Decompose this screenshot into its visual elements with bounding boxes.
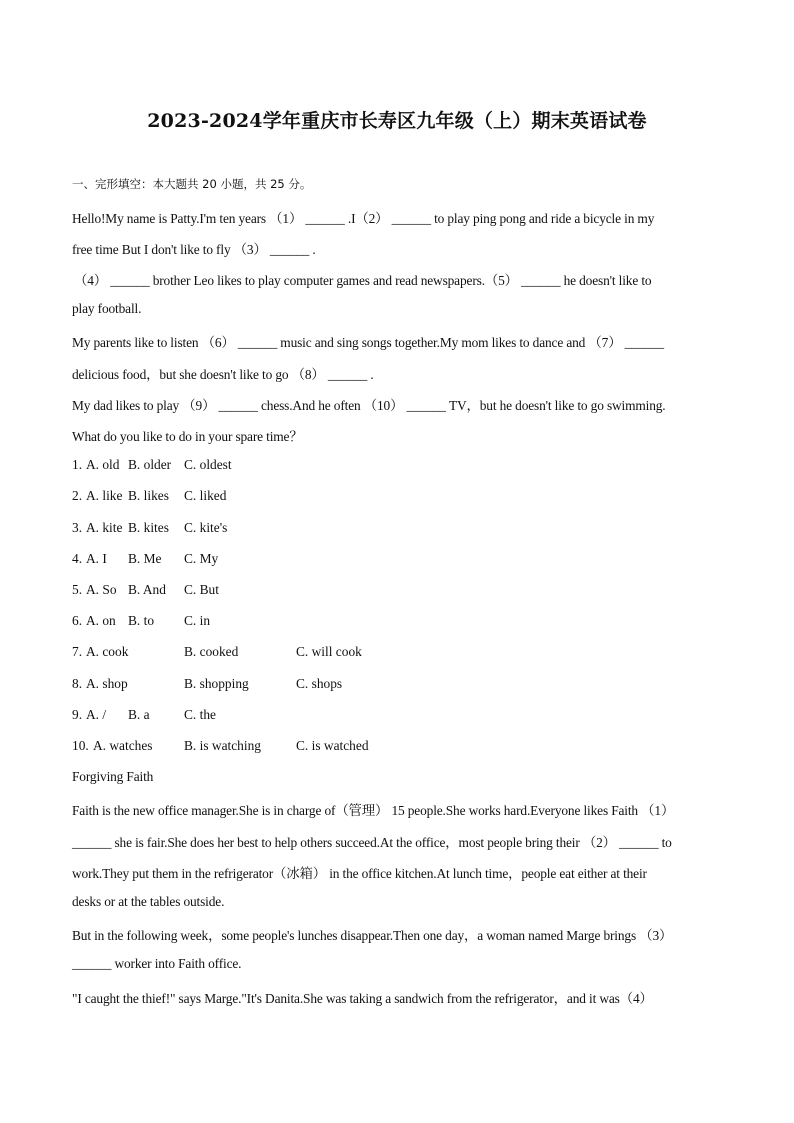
- passage-line: play football.: [72, 301, 142, 316]
- option-b: B. cooked: [184, 644, 239, 659]
- passage-line: But in the following week，some people's lunches disappear.Then one day，a woman named Marge brings （3）: [72, 928, 673, 943]
- option-c: C. is watched: [296, 738, 369, 753]
- passage-line: desks or at the tables outside.: [72, 894, 225, 909]
- option-a: A. cook: [86, 644, 129, 659]
- passage-title: Forgiving Faith: [72, 769, 154, 784]
- option-b: B. And: [128, 582, 166, 597]
- option-c: C. My: [184, 551, 219, 566]
- option-number: 9.: [72, 707, 83, 722]
- passage-line: Faith is the new office manager.She is in charge of（管理） 15 people.She works hard.Everyone likes Faith （1）: [72, 803, 675, 818]
- option-number: 8.: [72, 676, 83, 691]
- option-b: B. shopping: [184, 676, 249, 691]
- option-b: B. to: [128, 613, 155, 628]
- passage-line: My dad likes to play （9） ______ chess.And he often （10） ______ TV，but he doesn't like to go swimming.: [72, 398, 666, 413]
- option-b: B. is watching: [184, 738, 261, 753]
- option-b: B. kites: [128, 520, 169, 535]
- option-c: C. liked: [184, 488, 227, 503]
- passage-line: delicious food，but she doesn't like to go （8） ______ .: [72, 367, 374, 382]
- option-number: 2.: [72, 488, 83, 503]
- option-c: C. will cook: [296, 644, 362, 659]
- option-a: A. watches: [93, 738, 153, 753]
- option-number: 10.: [72, 738, 89, 753]
- section-header: 一、完形填空：本大题共 20 小题，共 25 分。: [72, 177, 312, 191]
- passage-line: （4） ______ brother Leo likes to play computer games and read newspapers.（5） ______ he doesn't like to: [74, 273, 652, 288]
- passage-line: ______ she is fair.She does her best to help others succeed.At the office，most people bring their （2） ______ to: [72, 835, 672, 850]
- option-a: A. I: [86, 551, 107, 566]
- passage-line: Hello!My name is Patty.I'm ten years （1） ______ .I（2） ______ to play ping pong and ride a bicycle in my: [72, 211, 655, 226]
- option-b: B. older: [128, 457, 172, 472]
- option-b: B. Me: [128, 551, 162, 566]
- page-title: 2023-2024学年重庆市长寿区九年级（上）期末英语试卷: [147, 110, 647, 132]
- passage-line: work.They put them in the refrigerator（冰箱） in the office kitchen.At lunch time，people eat either at their: [72, 866, 647, 881]
- option-c: C. But: [184, 582, 219, 597]
- passage-line: My parents like to listen （6） ______ music and sing songs together.My mom likes to dance and （7） ______: [72, 335, 664, 350]
- option-a: A. /: [86, 707, 107, 722]
- option-b: B. a: [128, 707, 150, 722]
- option-c: C. oldest: [184, 457, 232, 472]
- option-a: A. like: [86, 488, 123, 503]
- option-a: A. kite: [86, 520, 123, 535]
- passage-line: "I caught the thief!" says Marge."It's Danita.She was taking a sandwich from the refrigerator，and it was（4）: [72, 991, 653, 1006]
- option-c: C. shops: [296, 676, 343, 691]
- option-c: C. kite's: [184, 520, 228, 535]
- option-a: A. old: [86, 457, 120, 472]
- option-number: 7.: [72, 644, 83, 659]
- option-number: 5.: [72, 582, 83, 597]
- option-c: C. the: [184, 707, 216, 722]
- option-a: A. on: [86, 613, 116, 628]
- passage-line: What do you like to do in your spare time？: [72, 429, 303, 444]
- option-number: 1.: [72, 457, 83, 472]
- option-a: A. shop: [86, 676, 128, 691]
- option-c: C. in: [184, 613, 211, 628]
- passage-line: ______ worker into Faith office.: [72, 956, 242, 971]
- option-b: B. likes: [128, 488, 169, 503]
- option-number: 3.: [72, 520, 83, 535]
- option-number: 4.: [72, 551, 83, 566]
- passage-line: free time But I don't like to fly （3） ______ .: [72, 242, 316, 257]
- option-number: 6.: [72, 613, 83, 628]
- option-a: A. So: [86, 582, 117, 597]
